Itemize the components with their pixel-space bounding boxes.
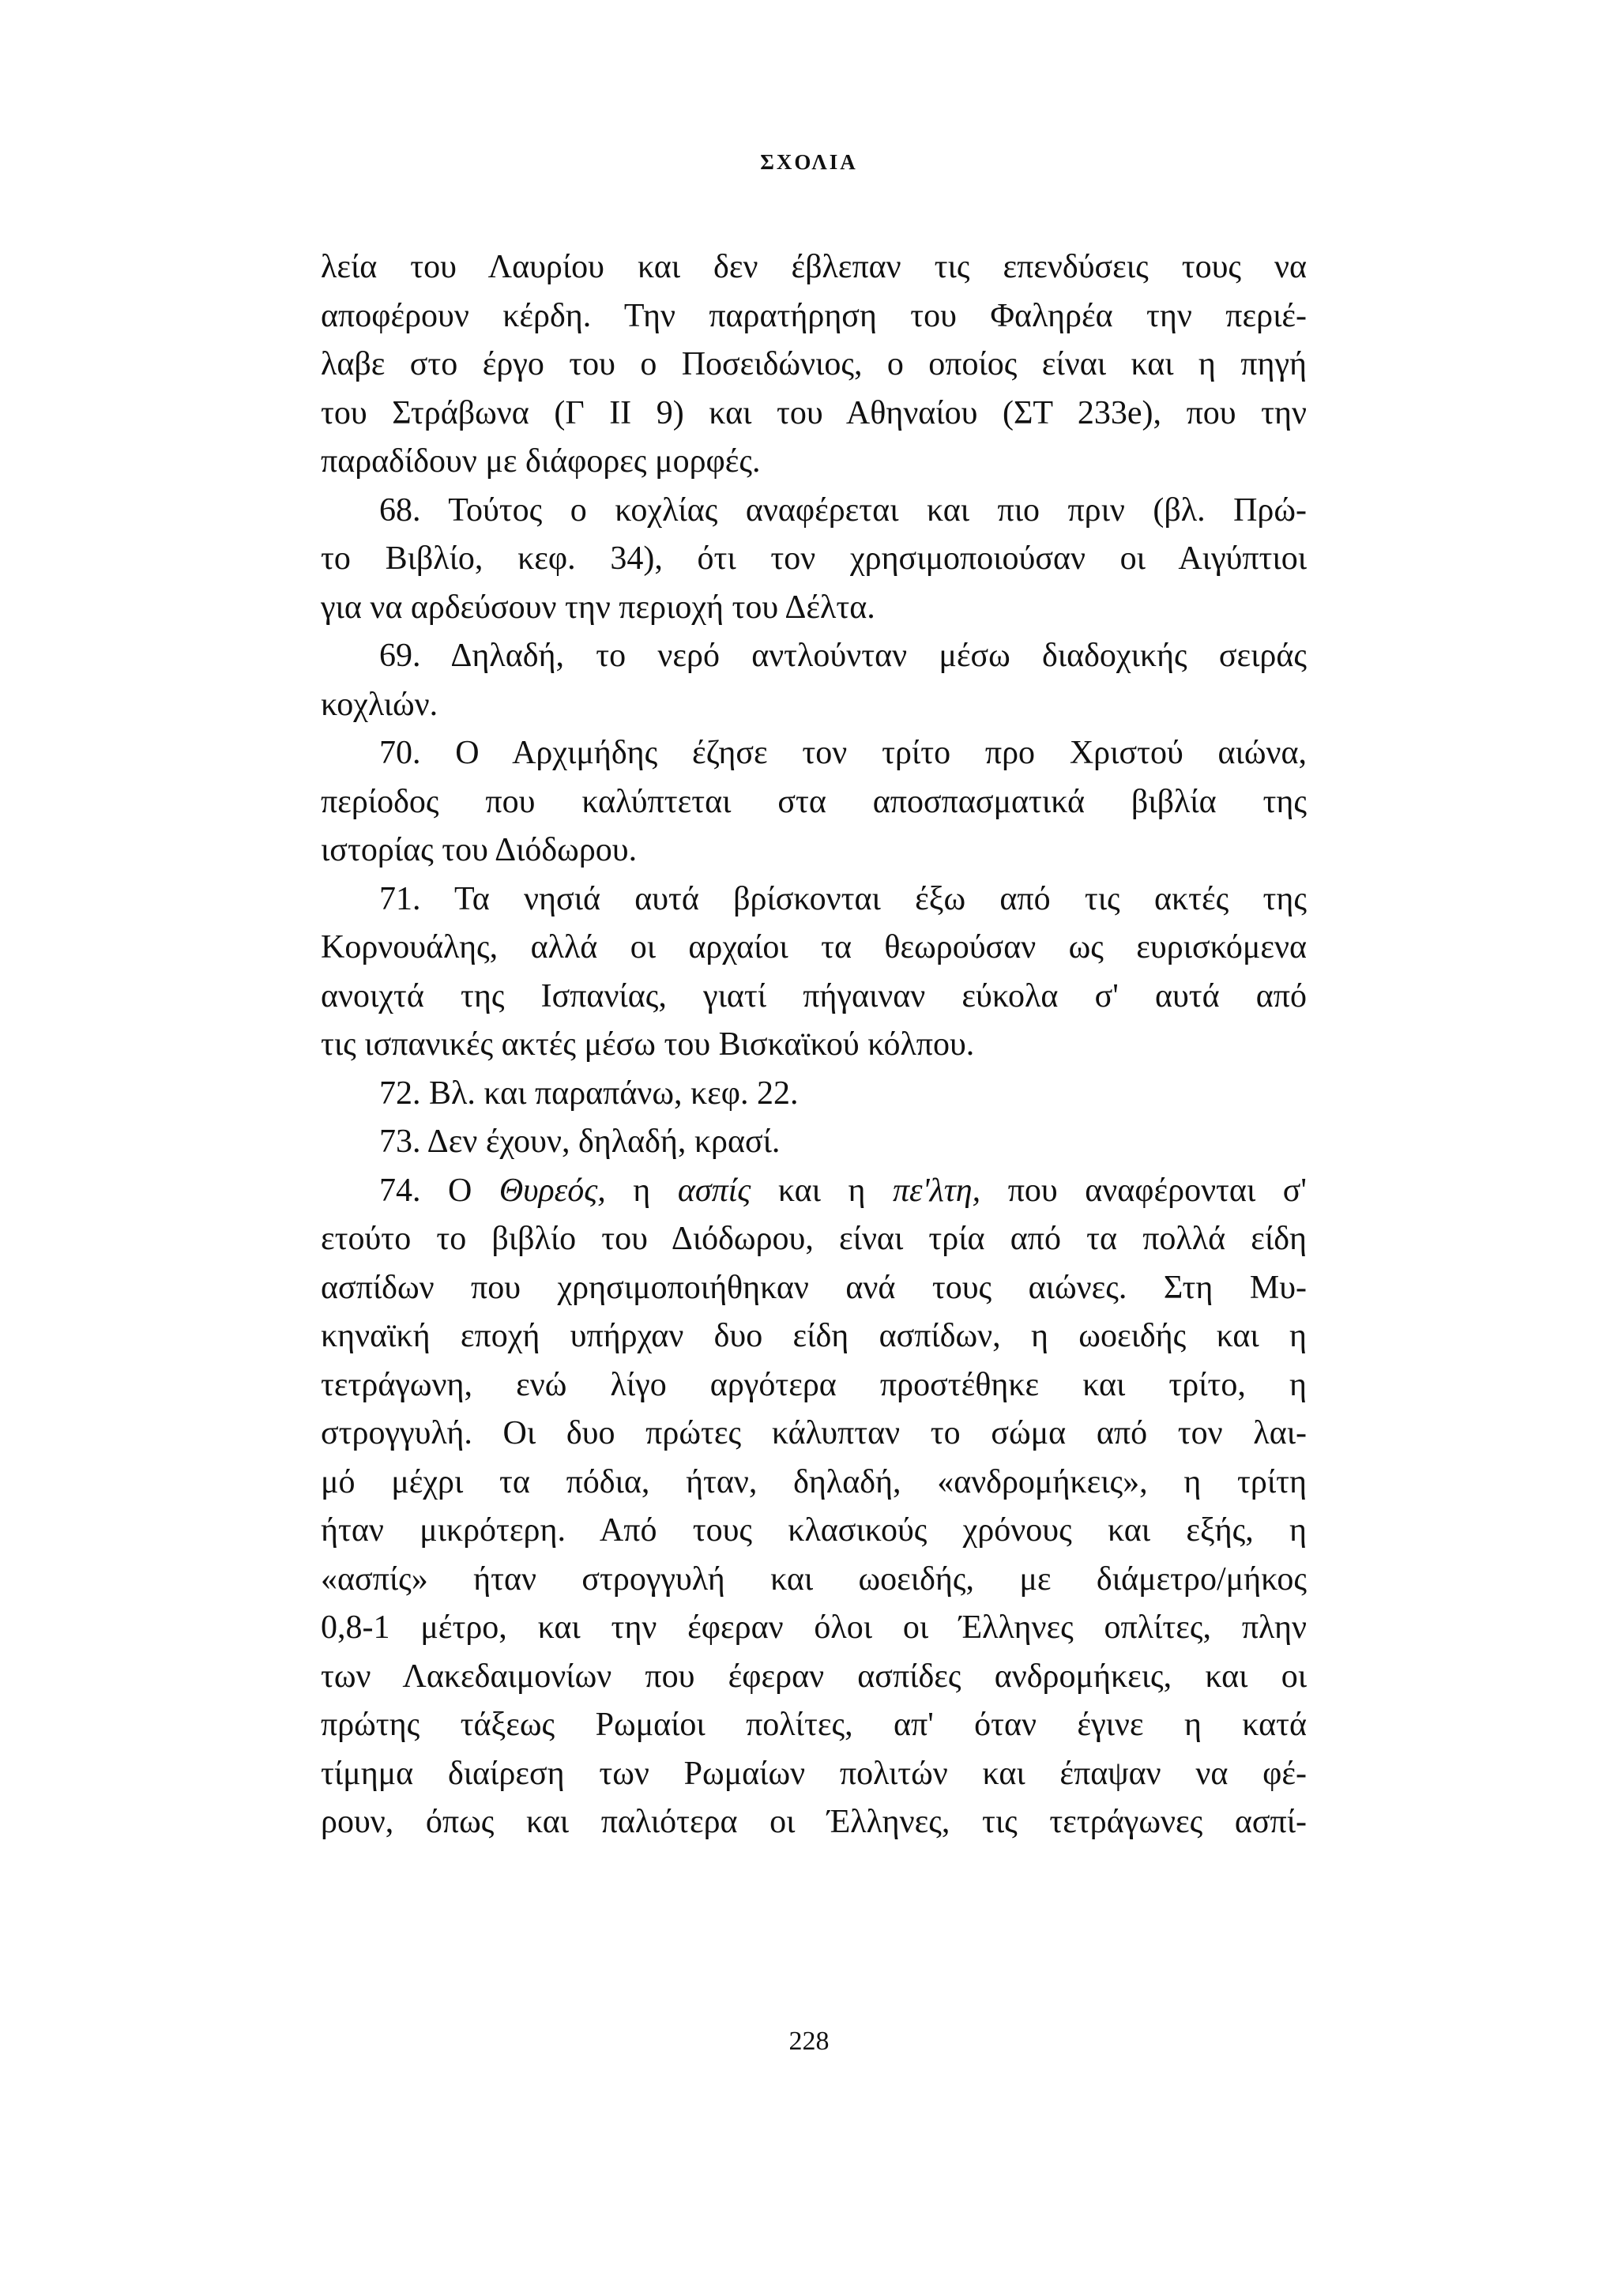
text-segment: 74. Ο: [379, 1172, 499, 1209]
running-head: ΣΧΟΛΙΑ: [760, 150, 858, 174]
text-line: ανοιχτά της Ισπανίας, γιατί πήγαιναν εύκολα σ' αυτά από: [321, 977, 1307, 1014]
italic-term: πε'λτη,: [893, 1172, 981, 1209]
text-line: αποφέρουν κέρδη. Την παρατήρηση του Φαληρέα την περιέ-: [321, 297, 1307, 334]
text-line: των Λακεδαιμονίων που έφεραν ασπίδες ανδρομήκεις, και οι: [321, 1658, 1307, 1695]
note-74-line: [321, 1167, 1307, 1216]
text-line: τίμημα διαίρεση των Ρωμαίων πολιτών και έπαψαν να φέ-: [321, 1755, 1307, 1792]
text-segment: που αναφέρονται σ': [980, 1172, 1307, 1209]
note-69-line: 69. Δηλαδή, το νερό αντλούνταν μέσω διαδοχικής σειράς: [379, 638, 1307, 674]
note-68-line: 68. Τούτος ο κοχλίας αναφέρεται και πιο πριν (βλ. Πρώ-: [379, 491, 1307, 529]
text-segment: και η: [751, 1172, 894, 1209]
text-line: Κορνουάλης, αλλά οι αρχαίοι τα θεωρούσαν ως ευρισκόμενα: [321, 929, 1307, 965]
text-line: ασπίδων που χρησιμοποιήθηκαν ανά τους αιώνες. Στη Μυ-: [321, 1269, 1307, 1306]
text-line: του Στράβωνα (Γ ΙΙ 9) και του Αθηναίου (ΣΤ 233e), που την: [321, 394, 1307, 431]
text-line: 0,8-1 μέτρο, και την έφεραν όλοι οι Έλληνες οπλίτες, πλην: [321, 1609, 1307, 1646]
text-segment: η: [605, 1172, 678, 1209]
text-line: ετούτο το βιβλίο του Διόδωρου, είναι τρία από τα πολλά είδη: [321, 1221, 1307, 1257]
text-line: τετράγωνη, ενώ λίγο αργότερα προστέθηκε και τρίτο, η: [321, 1366, 1307, 1403]
text-line: για να αρδεύσουν την περιοχή του Δέλτα.: [321, 589, 875, 626]
body-text: [321, 243, 1307, 1847]
note-73-line: 73. Δεν έχουν, δηλαδή, κρασί.: [379, 1124, 781, 1160]
page-number: 228: [788, 2027, 830, 2056]
text-line: παραδίδουν με διάφορες μορφές.: [321, 443, 761, 480]
text-line: λαβε στο έργο του ο Ποσειδώνιος, ο οποίος είναι και η πηγή: [321, 346, 1307, 382]
note-72-line: 72. Βλ. και παραπάνω, κεφ. 22.: [379, 1075, 799, 1112]
text-line: περίοδος που καλύπτεται στα αποσπασματικά βιβλία της: [321, 783, 1307, 820]
note-70-line: 70. Ο Αρχιμήδης έζησε τον τρίτο προ Χριστού αιώνα,: [379, 735, 1307, 771]
text-line: τις ισπανικές ακτές μέσω του Βισκαϊκού κόλπου.: [321, 1026, 975, 1063]
text-line: «ασπίς» ήταν στρογγυλή και ωοειδής, με διάμετρο/μήκος: [321, 1560, 1307, 1598]
text-line: λεία του Λαυρίου και δεν έβλεπαν τις επενδύσεις τους να: [321, 249, 1307, 285]
text-line: το Βιβλίο, κεφ. 34), ότι τον χρησιμοποιούσαν οι Αιγύπτιοι: [321, 540, 1307, 577]
text-line: μό μέχρι τα πόδια, ήταν, δηλαδή, «ανδρομήκεις», η τρίτη: [321, 1463, 1307, 1500]
note-71-line: 71. Τα νησιά αυτά βρίσκονται έξω από τις ακτές της: [379, 880, 1307, 917]
text-line: ήταν μικρότερη. Από τους κλασικούς χρόνους και εξής, η: [321, 1512, 1307, 1549]
text-line: κηναϊκή εποχή υπήρχαν δυο είδη ασπίδων, η ωοειδής και η: [321, 1318, 1307, 1354]
italic-term: ασπίς: [677, 1172, 751, 1209]
text-line: στρογγυλή. Οι δυο πρώτες κάλυπταν το σώμα από τον λαι-: [321, 1415, 1307, 1451]
text-line: ιστορίας του Διόδωρου.: [321, 832, 638, 868]
text-line: κοχλιών.: [321, 686, 438, 723]
text-line: πρώτης τάξεως Ρωμαίοι πολίτες, απ' όταν έγινε η κατά: [321, 1707, 1307, 1743]
italic-term: Θυρεός,: [499, 1172, 606, 1209]
text-line: ρουν, όπως και παλιότερα οι Έλληνες, τις τετράγωνες ασπί-: [321, 1804, 1307, 1840]
